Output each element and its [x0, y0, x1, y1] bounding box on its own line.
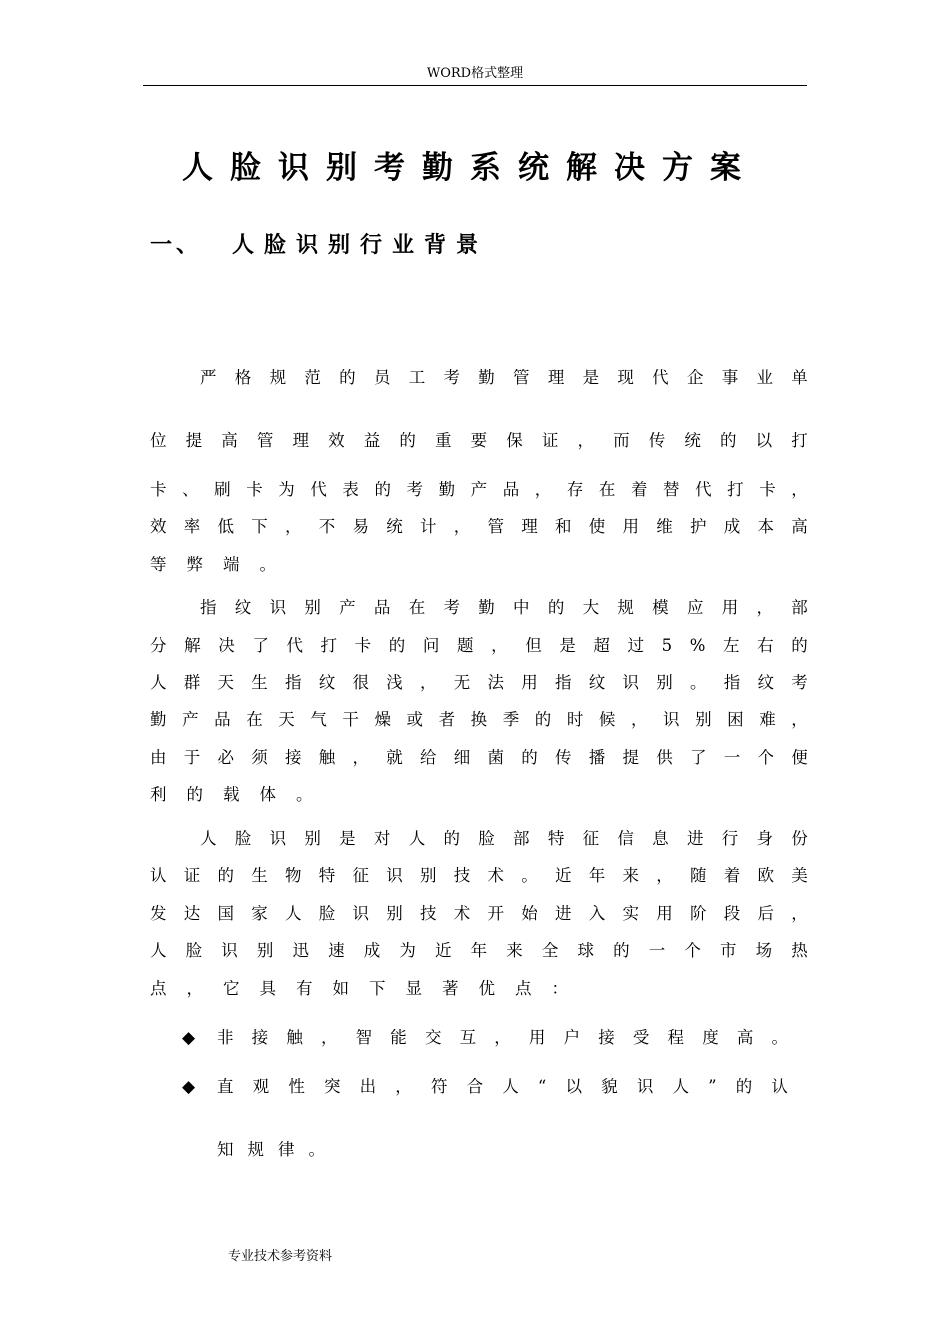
paragraph-2-line-3: 人 群 天 生 指 纹 很 浅 ， 无 法 用 指 纹 识 别 。 指 纹 考 [150, 673, 808, 692]
paragraph-1-line-4: 效 率 低 下 ， 不 易 统 计 ， 管 理 和 使 用 维 护 成 本 高 [150, 517, 808, 536]
paragraph-2-line-5: 由 于 必 须 接 触 ， 就 给 细 菌 的 传 播 提 供 了 一 个 便 [150, 748, 808, 767]
bullet-item-2 [182, 1074, 808, 1100]
section-title: 人脸识别行业背景 [232, 232, 489, 258]
paragraph-1-line-1: 严 格 规 范 的 员 工 考 勤 管 理 是 现 代 企 事 业 单 [200, 368, 808, 387]
page-footer: 专业技术参考资料 [228, 1249, 333, 1264]
section-heading [150, 230, 488, 260]
bullet-item-1 [182, 1025, 808, 1051]
bullet-item-2-text: 直 观 性 突 出 ， 符 合 人 “ 以 貌 识 人 ” 的 认 [217, 1077, 788, 1096]
diamond-bullet-icon: ◆ [182, 1077, 196, 1097]
paragraph-2-line-4: 勤 产 品 在 天 气 干 燥 或 者 换 季 的 时 候 ， 识 别 困 难 ， [150, 710, 808, 729]
paragraph-3-line-1: 人 脸 识 别 是 对 人 的 脸 部 特 征 信 息 进 行 身 份 [200, 829, 808, 848]
paragraph-2-line-6: 利 的 载 体 。 [150, 785, 313, 804]
bullet-item-2-continuation: 知规律。 [217, 1140, 339, 1159]
paragraph-3-line-2: 认 证 的 生 物 特 征 识 别 技 术 。 近 年 来 ， 随 着 欧 美 [150, 866, 808, 885]
page-header: WORD格式整理 [426, 66, 524, 81]
paragraph-2-line-2: 分 解 决 了 代 打 卡 的 问 题 ， 但 是 超 过 5 % 左 右 的 [150, 636, 808, 655]
header-divider [143, 85, 807, 86]
paragraph-1-line-3: 卡 、 刷 卡 为 代 表 的 考 勤 产 品 ， 存 在 着 替 代 打 卡 ， [150, 480, 808, 499]
paragraph-1-line-5: 等 弊 端 。 [150, 555, 276, 574]
paragraph-3-line-4: 人 脸 识 别 迅 速 成 为 近 年 来 全 球 的 一 个 市 场 热 [150, 941, 808, 960]
diamond-bullet-icon: ◆ [182, 1028, 196, 1048]
section-number: 一、 [150, 232, 203, 258]
paragraph-3-line-3: 发 达 国 家 人 脸 识 别 技 术 开 始 进 入 实 用 阶 段 后 ， [150, 904, 808, 923]
bullet-item-1-text: 非 接 触 ， 智 能 交 互 ， 用 户 接 受 程 度 高 。 [217, 1028, 788, 1047]
paragraph-1-line-2: 位 提 高 管 理 效 益 的 重 要 保 证 ， 而 传 统 的 以 打 [150, 431, 808, 450]
document-title: 人脸识别考勤系统解决方案 [182, 150, 758, 186]
paragraph-2-line-1: 指 纹 识 别 产 品 在 考 勤 中 的 大 规 模 应 用 ， 部 [200, 598, 808, 617]
paragraph-3-line-5: 点 ， 它 具 有 如 下 显 著 优 点 ： [150, 979, 568, 998]
